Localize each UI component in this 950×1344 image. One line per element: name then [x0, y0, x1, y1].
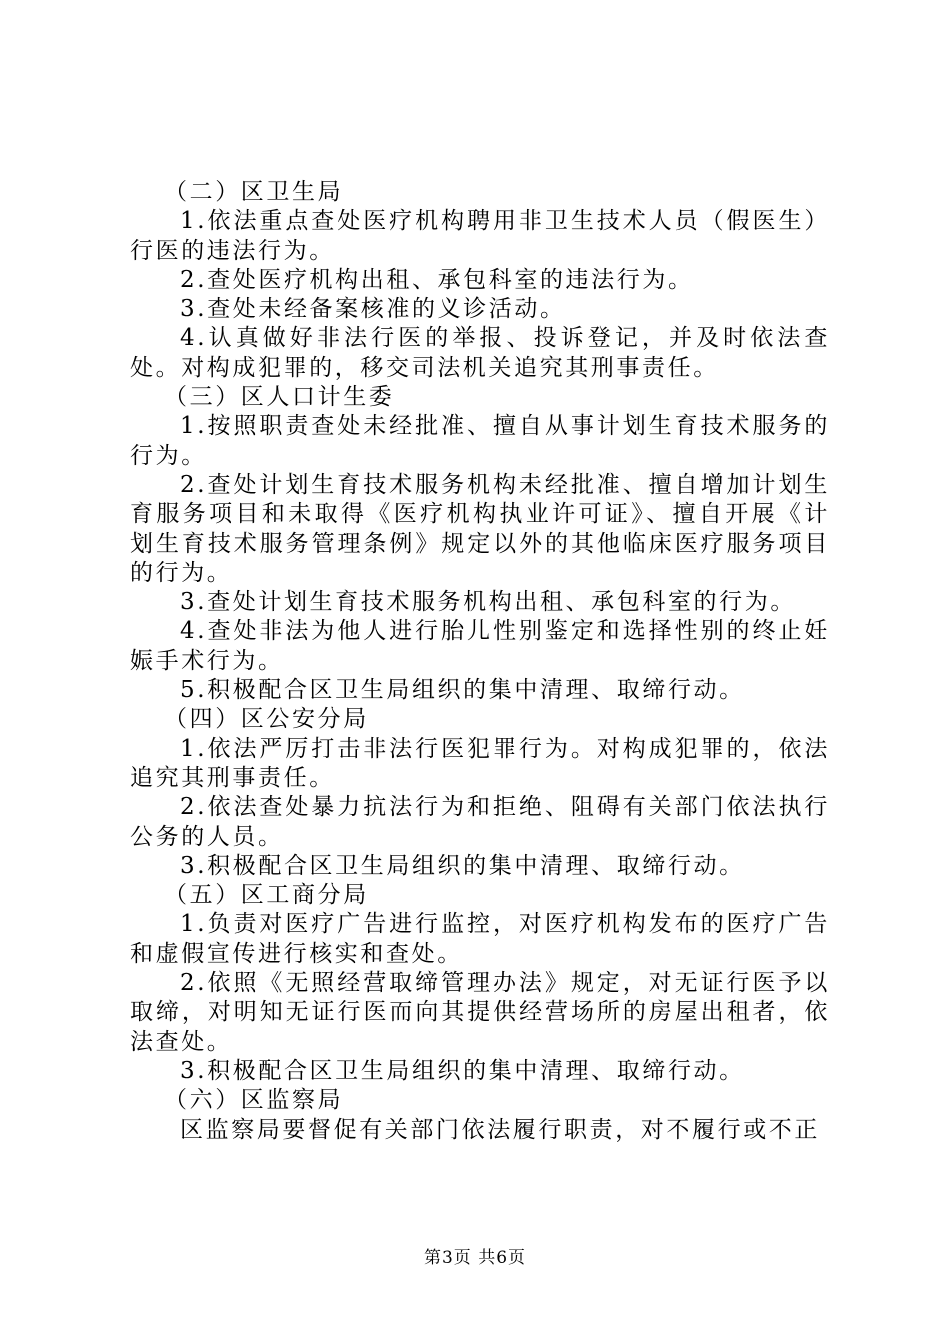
paragraph: 2.依法查处暴力抗法行为和拒绝、阻碍有关部门依法执行公务的人员。 [130, 794, 830, 850]
paragraph: 3.积极配合区卫生局组织的集中清理、取缔行动。 [180, 852, 745, 879]
paragraph: 3.查处计划生育技术服务机构出租、承包科室的行为。 [180, 589, 796, 616]
paragraph: 1.依法重点查处医疗机构聘用非卫生技术人员（假医生）行医的违法行为。 [130, 208, 830, 264]
paragraph: 1.按照职责查处未经批准、擅自从事计划生育技术服务的行为。 [130, 413, 830, 469]
paragraph: 3.积极配合区卫生局组织的集中清理、取缔行动。 [180, 1057, 745, 1084]
section-heading: （六）区监察局 [164, 1087, 344, 1114]
paragraph: 4.查处非法为他人进行胎儿性别鉴定和选择性别的终止妊娠手术行为。 [130, 618, 830, 674]
paragraph: 5.积极配合区卫生局组织的集中清理、取缔行动。 [180, 677, 745, 704]
section-heading: （五）区工商分局 [164, 882, 369, 909]
section-heading: （四）区公安分局 [164, 706, 369, 733]
paragraph: 2.查处医疗机构出租、承包科室的违法行为。 [180, 266, 694, 293]
paragraph: 3.查处未经备案核准的义诊活动。 [180, 296, 566, 323]
paragraph: 区监察局要督促有关部门依法履行职责，对不履行或不正 [180, 1116, 820, 1143]
paragraph: 2.查处计划生育技术服务机构未经批准、擅自增加计划生育服务项目和未取得《医疗机构执业许可证》、擅自开展《计划生育技术服务管理条例》规定以外的其他临床医疗服务项目的行为。 [130, 471, 830, 586]
document-body [130, 178, 830, 1145]
section-heading: （三）区人口计生委 [164, 384, 395, 411]
paragraph: 1.负责对医疗广告进行监控，对医疗机构发布的医疗广告和虚假宣传进行核实和查处。 [130, 911, 830, 967]
paragraph: 1.依法严厉打击非法行医犯罪行为。对构成犯罪的，依法追究其刑事责任。 [130, 735, 830, 791]
page-footer: 第3页 共6页 [423, 1248, 527, 1268]
paragraph: 2.依照《无照经营取缔管理办法》规定，对无证行医予以取缔，对明知无证行医而向其提供经营场所的房屋出租者，依法查处。 [130, 970, 830, 1055]
section-heading: （二）区卫生局 [164, 179, 344, 205]
paragraph: 4.认真做好非法行医的举报、投诉登记，并及时依法查处。对构成犯罪的，移交司法机关追究其刑事责任。 [130, 325, 830, 381]
